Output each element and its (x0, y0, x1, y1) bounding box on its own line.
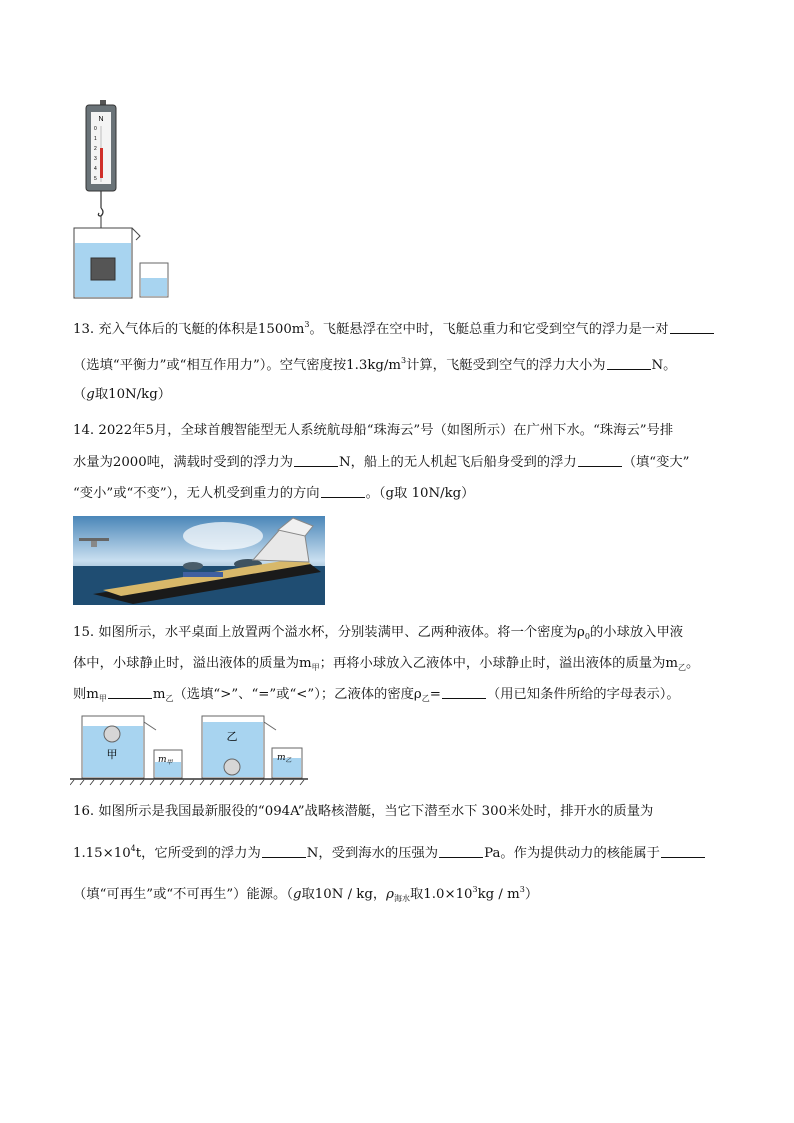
q14-blank-3[interactable] (321, 485, 365, 498)
ball-in-cup1 (104, 726, 120, 742)
q13-blank-2[interactable] (607, 357, 651, 370)
beaker1-mass-label: $m_甲$ (158, 755, 173, 766)
beaker2-mass-label: $m_乙$ (277, 753, 292, 764)
q15-line3: 则$m_甲$ $m_乙$（选填“>”、“=”或“<”）；乙液体的密度$\rho_乙=$ （用已知条件所给的字母表示）。 (73, 687, 680, 703)
q16-blank-1[interactable] (262, 845, 306, 858)
scale-tick-2: 2 (94, 146, 97, 152)
metal-block (91, 258, 115, 280)
q16-line2: $1.15\times 10^4t$，它所受到的浮力为 N，受到海水的压强为 Pa。作为提供动力的核能属于 (73, 840, 706, 863)
cup1-label: 甲 (106, 748, 118, 761)
ship-photo (73, 516, 325, 605)
scale-tick-0: 0 (94, 126, 97, 132)
ball-in-cup2 (224, 759, 240, 775)
q14-blank-2[interactable] (578, 454, 622, 467)
scale-tick-1: 1 (94, 136, 97, 142)
scale-tick-5: 5 (94, 176, 97, 182)
spring-scale-figure (70, 100, 180, 300)
scale-red-indicator (100, 148, 103, 178)
scale-tick-4: 4 (94, 166, 97, 172)
overflow-cups-figure (70, 712, 310, 786)
q16-line1: 16. 如图所示是我国最新服役的“094A”战略核潜艇，当它下潜至水下 300米处时，排开水的质量为 (73, 804, 654, 819)
q15-blank-2[interactable] (442, 686, 486, 699)
q14-line1: 14. 2022年5月，全球首艘智能型无人系统航母船“珠海云”号（如图所示）在广州下水。“珠海云”号排 (73, 423, 674, 438)
q15-line1: 15. 如图所示，水平桌面上放置两个溢水杯，分别装满甲、乙两种液体。将一个密度为$\rho_0$的小球放入甲液 (73, 625, 684, 641)
cup2-label: 乙 (226, 730, 238, 743)
q16-blank-2[interactable] (439, 845, 483, 858)
q14-blank-1[interactable] (294, 454, 338, 467)
scale-tick-3: 3 (94, 156, 97, 162)
q15-line2: 体中，小球静止时，溢出液体的质量为$m_甲$；再将小球放入乙液体中，小球静止时，溢出液体的质量为$m_乙$。 (73, 656, 700, 672)
q16-line3: （填“可再生”或“不可再生”）能源。（g取10N / kg，$\rho_{海水}$取$1.0\times 10^3kg / m^3$） (73, 885, 539, 903)
q14-line3: “变小”或“不变”），无人机受到重力的方向 。（g取 10N/kg） (73, 486, 475, 501)
scale-unit-label: N (98, 116, 104, 123)
q13-line1: 13. 充入气体后的飞艇的体积是$1500m^3$。飞艇悬浮在空中时，飞艇总重力和它受到空气的浮力是一对 (73, 316, 715, 339)
q13-blank-1[interactable] (670, 321, 714, 334)
q14-line2: 水量为2000吨，满载时受到的浮力为 N，船上的无人机起飞后船身受到的浮力 （填“变大” (73, 455, 690, 470)
q13-line2: （选填“平衡力”或“相互作用力”）。空气密度按$1.3kg/m^3$计算，飞艇受到空气的浮力大小为 N。 (73, 356, 677, 373)
q16-blank-3[interactable] (661, 845, 705, 858)
q15-blank-1[interactable] (108, 686, 152, 699)
q13-line3: （g取10N/kg） (73, 387, 172, 402)
